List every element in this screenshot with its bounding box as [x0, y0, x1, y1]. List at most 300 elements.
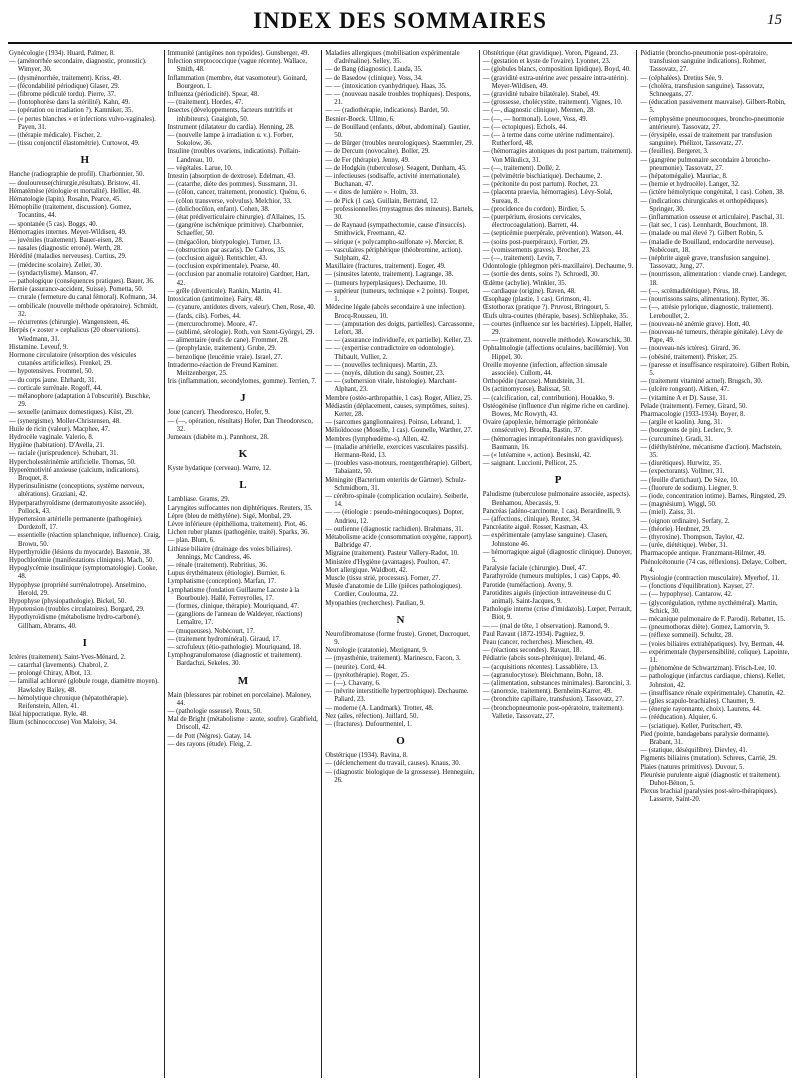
index-entry: Œstothorax (pratique ?). Pruvost, Bringourt, 5. — [482, 304, 610, 312]
index-entry: — pathologique (conséquences pratiques). Bauer, 36. — [9, 278, 155, 286]
index-entry: Métabolisme acide (consommation oxygène, rapport). Balbridge 47. — [325, 533, 473, 550]
index-entry: Pathologie interne (crise d'imidazols). Lœper, Perrault, Biot, 9. — [482, 606, 632, 622]
index-entry: — (affections, clinique). Reuter, 34. — [482, 515, 581, 523]
index-entry: Ostéogénèse (influence d'un régime riche en cardine). Bowes, Mc Rowyth, 43. — [482, 402, 630, 418]
index-entry: — (fonctions d'équilibration). Kayser, 27. — [640, 583, 755, 591]
index-entry: Ministère d'Hygiène (avantages). Poulton, 47. — [325, 558, 451, 566]
index-entry: Myopathies (recherches). Paulian, 9. — [325, 599, 425, 607]
index-entry: Physiologie (contraction musculaire). Myerhof, 11. — [640, 575, 780, 582]
index-entry: Pigments biliaires (mutation). Schreus, Carrié, 29. — [640, 755, 777, 763]
index-entry: — (sarcomes ganglionnaires). Poinso, Lebrand, 1. — [325, 419, 462, 427]
index-entry: Pharmacopée antique. Franzmann-Hilmer, 49. — [640, 550, 766, 558]
index-entry: Muscle (tissu strié, processus). Forner, 27. — [325, 575, 441, 582]
index-entry: Pancréatite aiguë. Rosser, Kasman, 43. — [482, 524, 589, 532]
index-entry: Pied (pointe, bandagebans paralysie dormante). Brabant, 31. — [640, 730, 770, 747]
index-entry: — (bourgeons de pin). Leclerc, 9. — [640, 427, 733, 435]
index-entry: — (calcification, cal, contribution). Houakko, 9. — [482, 394, 615, 402]
index-entry: — (oignon ordinaire). Serfaty, 2. — [640, 517, 730, 525]
index-entry: Herpès (« zoster » cephalicus (20 observations). Wiedmann, 31. — [9, 327, 140, 343]
index-entry: — — (expertise contradictoire en odontologie). Thibault, Vullier, 2. — [325, 345, 455, 361]
index-entry: Hématémèse (étiologie et mortalité). Hellier, 48. — [9, 187, 141, 195]
index-column — [479, 50, 637, 1078]
index-entry: — (tumeurs hyperplasiques). Dechaume, 10. — [325, 279, 447, 287]
index-entry: — (aménorrhée secondaire, diagnostic, pronostic). Wimyer, 30. — [9, 58, 147, 74]
index-entry: — mécanique pulmonaire de F. Parodi). Rebattet, 15. — [640, 616, 786, 624]
index-entry: — (« lutéamine », action). Besinski, 42. — [482, 451, 592, 459]
index-entry: Intestin (absorption de dextrose). Edelman, 43. — [167, 173, 296, 181]
index-entry: — (obésité, traitement). Prisker, 25. — [640, 353, 738, 361]
index-entry: — (septicémie puerpérale, prévention). Watson, 44. — [482, 230, 624, 238]
index-entry: — (côlon transverse, volvulus). Melchior, 33. — [167, 197, 292, 205]
index-entry: Insectes (développements, facteurs nutritifs et inhibiteurs). Gnaigioh, 50. — [167, 107, 293, 123]
index-entry: — (état prédiverticulaire chirurgie). d'Allaines, 15. — [167, 214, 306, 222]
index-entry: — (fibrome pédiculé tordu). Pierre, 37. — [9, 91, 116, 99]
index-entry: — (curcumine). Gradi, 31. — [640, 435, 713, 443]
index-entry: — (miel). Zaiss, 31. — [640, 509, 696, 517]
index-entry: — (fécondabilité périodique) Glaser, 29. — [9, 82, 120, 90]
index-entry: — (énergie rayonnante, choix). Laurens, 44. — [640, 706, 761, 714]
index-entry: Hypophyse (physiopathologie). Bickel, 50. — [9, 598, 127, 605]
index-column — [636, 50, 794, 1078]
index-entry: — (gravidité extra-utérine avec pessaire intra-utérin). Meyer-Wildisen, 49. — [482, 74, 629, 90]
index-entry: — (paresse et insuffisance respiratoire). Gilbert Robin, 5. — [640, 361, 790, 377]
section-letter: P — [554, 474, 562, 487]
index-entry: — (occlusion aiguë). Rentschler, 43. — [167, 255, 268, 263]
index-entry: Lupus érythémateux (étiologie). Burnier, 6. — [167, 570, 286, 578]
index-entry: — sexuelle (animaux domestiques). Küst, 29. — [9, 409, 134, 417]
index-entry: Hyperthyroïdie (lésions du myocarde). Bastenie, 38. — [9, 548, 152, 556]
section-letter: K — [238, 448, 248, 461]
index-entry: — (nouvelle lampe à irradiation u. v.). Forber, Sokolow, 36. — [167, 132, 294, 148]
index-entry: Mélioïdocose (Moselle, 1 cas). Gounelle, Warther, 27. — [325, 427, 473, 435]
index-entry: — récurrentes (chirurgie). Wangensteen, 46. — [9, 319, 130, 327]
index-entry: — juvéniles (traitement). Bauer-eisen, 28. — [9, 237, 124, 245]
index-entry: Hydrocèle vaginale. Valerio, 8. — [9, 433, 94, 441]
index-entry: — (neurite). Cord, 44. — [325, 663, 386, 671]
index-entry: Ictères (traitement). Saint-Yves-Ménard, 2. — [9, 653, 126, 661]
index-entry: — (vomissements graves). Brocher, 23. — [482, 246, 591, 254]
index-entry: — du corps jaune. Ehrhardt, 31. — [9, 376, 97, 384]
index-entry: — (soins post-puerpéraux). Fortier, 29. — [482, 238, 590, 246]
index-entry: Besnier-Boeck. Ullmo, 6. — [325, 115, 395, 123]
index-entry: — (gangrène ischémique primitive). Charbonnier, Schaeffer, 50. — [167, 222, 304, 238]
index-entry: Lithiase biliaire (drainage des voies biliaires). Jennings, Mc Candress, 46. — [167, 545, 293, 561]
index-entry: — (tissu conjonctif élastométrie). Curtowot, 49. — [9, 140, 140, 148]
index-entry: Lambliase. Grams, 29. — [167, 496, 230, 504]
index-entry: Hypochlorémie (manifestations cliniques). Mach, 50. — [9, 556, 155, 564]
index-entry: — (hémorragies intrapéritonéales non gravidiques). Baumann, 16. — [482, 435, 624, 451]
index-entry: — — (mal de tête, 1 observation). Ramond, 9. — [482, 622, 610, 630]
index-entry: — (gravidité tubaire bilatérale). Stabel, 49. — [482, 91, 600, 99]
index-entry: — de Fer (thérapie). Jenny, 49. — [325, 156, 410, 164]
index-entry: — (— ectopiques). Echols, 44. — [482, 123, 568, 131]
index-entry: — benzolique (leucémie vraie). Israel, 27. — [167, 353, 283, 361]
index-entry: — prolongé Chiray, Albot, 13. — [9, 670, 92, 678]
index-entry: — (acquisitions récentes). Lassablière, 13. — [482, 663, 599, 671]
index-entry: Peau (cancer, recherches). Mieschen, 49. — [482, 639, 594, 647]
index-entry: — (mégacôlon, biotypologie). Turner, 13. — [167, 238, 282, 246]
index-entry: Lèpre (bleu de méthylène). Sigé, Monbal, 29. — [167, 512, 292, 520]
index-entry: — (feuille d'artichaut). De Sèze, 10. — [640, 476, 739, 484]
index-entry: — familial achloruré (globule rouge, diamètre moyen). Hawksley Bailey, 48. — [9, 678, 159, 694]
index-entry: — (thérapie médicale). Fischer, 2. — [9, 132, 102, 140]
index-entry: Lèvre inférieure (épithélioma, traitement). Piot, 46. — [167, 520, 308, 528]
index-entry: Main (blessures par robinet en porcelaine). Maloney, 44. — [167, 691, 312, 707]
index-entry: — végétales. Larue, 10. — [167, 164, 233, 172]
index-entry: Hyperinsulinisme (conceptions, système nerveux, altérations). Graziani, 42. — [9, 483, 145, 499]
index-entry: — (synergisme). Moller-Christensen, 48. — [9, 417, 121, 425]
index-entry: Lymphatisme (fondation Guillaume Lacoste à la Bourboule). Hallé, Ferreyrolles, 17. — [167, 586, 300, 602]
index-entry: — (—, traitement). Dollé, 2. — [482, 164, 561, 172]
index-entry: — (voies biliaires extrahépatiques). Ivy, Berman, 44. — [640, 640, 785, 648]
index-entry: Médecine légale (abcès secondaire à une infection). Brocq-Rousseu, 10. — [325, 304, 466, 320]
index-entry: Hématologie (lapin). Rosahn, Pearce, 45. — [9, 196, 122, 204]
section-letter: O — [396, 735, 405, 748]
index-entry: — (névrite interstitielle hypertrophique). Dechaume. Paliard, 23. — [325, 688, 469, 704]
index-entry: — (« pertes blanches » et infections vulvo-vaginales). Payen, 31. — [9, 115, 156, 131]
index-column — [164, 50, 322, 1078]
index-entry: — (catarrhe, diète des pommes). Sussmann, 31. — [167, 181, 298, 189]
index-entry: Hypoglycémie insulinique (symptomatologie). Cooke, 48. — [9, 565, 158, 581]
index-entry: — (—, traitement). Levin, 7. — [482, 255, 562, 263]
index-entry: — (traitement). Hordes, 47. — [167, 99, 244, 107]
index-entry: — corticale surrénale. Rogoff, 44. — [9, 384, 102, 392]
index-entry: — (nouveau-né tumeurs, thérapie génitale). Lévy de Pape, 49. — [640, 328, 783, 345]
index-entry: — (lait sec, 1 cas). Lennhardt, Bouchmont, 18. — [640, 222, 768, 230]
index-entry: Pancréas (adéno-carcinome, 1 cas). Berardinelli, 9. — [482, 507, 622, 515]
index-entry: — (indications chirurgicales et orthopédiques). Springer, 30. — [640, 197, 769, 213]
index-entry: — — (intoxication cyanhydrique). Haas, 35. — [325, 82, 447, 90]
index-entry: — (syndactylisme). Manson, 47. — [9, 269, 99, 277]
index-entry: Iléal hippocratique. Ryle, 48. — [9, 711, 89, 719]
index-entry: Hernie (assurance-accident, Suisse). Pometta, 50. — [9, 286, 144, 294]
index-entry: Neurofibromatose (forme fruste). Grenet, Ducroquet, 9. — [325, 630, 470, 647]
index-entry: Oreille moyenne (infection, affection sinusale associée). Cullom, 44. — [482, 361, 608, 377]
index-entry: Mort allergique. Waldbott, 42. — [325, 566, 408, 574]
index-entry: — (sublimé, sérologie). Roth, von Szent-Györgyi, 29. — [167, 328, 315, 336]
index-entry: — (globules blancs, composition lipidique). Boyd, 40. — [482, 66, 631, 74]
index-entry: — (grossesse, cholécystite, traitement). Vignes, 10. — [482, 99, 623, 107]
index-entry: Lymphogranulomatose (diagnostic et traitement). Bardachzi, Sekeles, 30. — [167, 652, 302, 668]
index-entry: — (traitement vitaminé actuel). Brugsch, 30. — [640, 378, 763, 386]
index-entry: — — (submersion vitale, histologie). Marchant-Alphant, 23. — [325, 378, 457, 394]
index-entry: — catarrhal (lavements). Chabrol, 2. — [9, 662, 109, 670]
index-entry: — (nouveau-né anémie grave). Hott, 40. — [640, 320, 751, 328]
page-header — [6, 2, 794, 42]
index-entry: Parotide (tuméfaction). Aveny, 9. — [482, 581, 573, 589]
index-entry: Intradermo-réaction de Freund Kaminer. Meitzenberger, 25. — [167, 361, 278, 377]
index-entry: Joue (cancer). Theodoresco, Hofer, 9. — [167, 409, 270, 417]
index-entry: — (pneumothorax diète). Gomez, Lamorvin, 9. — [640, 624, 770, 632]
index-entry: Hygiène (habitation). D'Avella, 21. — [9, 442, 105, 450]
index-entry: — (vitamine A et D). Sause, 31. — [640, 394, 728, 402]
index-entry: — (mercurochrome). Moore, 47. — [167, 320, 258, 328]
index-entry: Œsophage (plastie, 1 cas). Grimson, 41. — [482, 296, 592, 304]
index-entry: — infectieuses (sodisaffe, activité internationale). Buchanan, 47. — [325, 173, 461, 189]
index-entry: — (sortie des dents, soins ?). Schroedl, 30. — [482, 271, 600, 279]
index-entry: Œufs ultra-courtes (thérapie, bases). Schliephake, 35. — [482, 312, 628, 320]
index-entry: — expérimentale (hypersensibilité, colique). Lapointe, 11. — [640, 648, 790, 665]
index-entry: — (réactions secondes). Ravaut, 18. — [482, 647, 582, 655]
index-entry: — (hépatomégalie). Mauriac, 8. — [640, 173, 728, 181]
index-entry: — courtes (influence sur les bactéries). Lippelt, Haller, 29. — [482, 320, 633, 336]
index-entry: — plan. Blum, 6. — [167, 537, 215, 545]
index-entry: — (argile et kaolin). Jung, 31. — [640, 419, 723, 427]
section-letter: H — [80, 154, 90, 167]
index-entry: — de Bang (diagnostic). Lauda, 35. — [325, 66, 423, 74]
index-entry: Intoxication (antimoine). Fairy, 48. — [167, 296, 264, 304]
index-entry: — (feuilles). Bergeret, 3. — [640, 148, 709, 156]
page-number: 15 — [767, 12, 782, 28]
index-entry: — (statique, déséquilibre). Dievley, 41. — [640, 747, 748, 755]
index-entry: Paralysie faciale (chirurgie). Duel, 47. — [482, 565, 587, 573]
index-entry: — (traitement hydrominéral). Giraud, 17. — [167, 635, 281, 643]
index-entry: — raciale (jurisprudence). Schubart, 31. — [9, 450, 119, 458]
index-entry: — — (radiothérapie, indications). Bardet, 50. — [325, 107, 450, 115]
index-entry: — cérébro-spinale (complication oculaire). Seiberle, 14. — [325, 492, 469, 509]
page-title: INDEX DES SOMMAIRES — [253, 8, 547, 33]
index-entry: — vasculaires périphérique (théobromine, action). Sulpham, 42. — [325, 246, 463, 263]
index-entry: — (sciatique). Keller, Puritschert, 49. — [640, 722, 743, 730]
index-column — [6, 50, 164, 1078]
index-entry: — essentielle (réaction splanchnique, influence). Craig, Brown, 50. — [9, 532, 161, 548]
index-entry: — (—, diagnostic clinique). Mennen, 28. — [482, 107, 596, 115]
index-entry: — supérieur (tumeurs, technique « 2 points). Toupet, 1. — [325, 287, 470, 304]
index-entry: — de Pick (1 cas). Guillain, Bertrand, 12. — [325, 197, 439, 205]
index-entry: — — (étiologie : pseudo-méningocoques). Dopter, Andrieu, 12. — [325, 509, 464, 525]
index-entry: — (— hypophyse). Cantarow, 42. — [640, 591, 733, 599]
index-entry: — (côlon, cancer, traitement, pronostic). Quénu, 6. — [167, 189, 307, 197]
index-entry: — (lontophorèse dans la stérilité). Kahn, 49. — [9, 99, 130, 107]
index-entry: — (obstruction par ascaris). De Calvos, 35. — [167, 246, 286, 254]
index-entry: Maxillaire (fractures, traitement). Eoger, 49. — [325, 263, 446, 271]
index-entry: Odontologie (phlegmon péri-maxillaire). Dechaume, 9. — [482, 263, 634, 271]
index-entry: Œdème (achylie). Winkler, 35. — [482, 279, 567, 287]
index-entry: — (—, opération, résultats) Hofer, Dan Theodoresco, 32. — [167, 417, 313, 433]
index-entry: — « dites de lumière ». Holm, 33. — [325, 189, 419, 197]
index-entry: — (péritonite du post partum). Rochet, 23. — [482, 181, 599, 189]
index-entry: — — (amputation des doigts, partielles). Carcassonne, Lefort, 38. — [325, 320, 475, 336]
index-entry: — (bronchite capillaire, transfusion). Tassovatz, 27. — [482, 696, 624, 704]
index-entry: Inflammation (membre, état vasomoteur). Goinard, Bourgeon, 1. — [167, 74, 308, 90]
index-entry: — (placenta praevia, hémorragies). Lévy-Solal, Sureau, 8. — [482, 189, 613, 205]
index-entry: — (prophylaxie, traitement). Grube, 29. — [167, 345, 277, 353]
index-entry: — (insuffisance rénale expérimentale). Chanutin, 42. — [640, 689, 785, 697]
index-entry: Orthopédie (narcose). Mundstein, 31. — [482, 378, 585, 386]
index-entry: — (iode, concentration intime). Barnes, Ringsted, 29. — [640, 492, 787, 500]
index-entry: Membres (lymphœdème-s). Allen, 42. — [325, 435, 430, 443]
section-letter: M — [237, 674, 249, 687]
index-entry: Pédiatrie (abcès sous-phrénique). Ireland, 46. — [482, 655, 607, 663]
index-entry: Lichen ruber planus (pathogénie, traité). Sparks, 36. — [167, 529, 310, 537]
index-entry: Hanche (radiographie de profil). Charbonnier, 50. — [9, 171, 145, 179]
index-entry: — pathologique (infarctus cardiaque, chiens). Kellet, Johnston, 42. — [640, 673, 785, 689]
index-entry: Mal de Bright (métabolisme : azote, soufre). Grabfield, Driscoll, 42. — [167, 716, 318, 732]
index-entry: — (théorie). Heubner, 29. — [640, 525, 711, 533]
index-entry: — de Bürger (troubles neurologiques). Staemmler, 29. — [325, 140, 474, 148]
index-entry: Hyperparathyroïdisme (dermatomyosite associée). Pollock, 43. — [9, 499, 147, 515]
index-entry: Jumeaux (diabète m.). Pannhorst, 28. — [167, 433, 269, 441]
index-entry: — (maladie de Bouillaud, endocardite nerveuse). Nobécourt, 18. — [640, 238, 775, 254]
index-entry: Phénolcétonurie (74 cas, réflexions). Delaye, Colbert, 4. — [640, 558, 787, 574]
index-entry: — alimentaire (œufs de cane). Frommer, 28. — [167, 337, 289, 345]
index-entry: Parathyroïde (tumeurs multiples, 1 cas) Capps, 40. — [482, 573, 621, 581]
index-entry: — (troubles vaso-moteurs, roentgenthérapie). Gilbert, Tabaiantz, 50. — [325, 460, 472, 476]
index-entry: — ourlienne (diagnostic rachidien). Brahmans, 31. — [325, 525, 464, 533]
index-entry: — (formes, clinique, thérapie). Mouriquand, 47. — [167, 602, 299, 610]
index-entry: Obstétrique (1934). Ravina, 8. — [325, 752, 408, 760]
index-entry: Neurologie (catatonie). Mezignant, 9. — [325, 647, 428, 655]
index-entry: — (agranulocytose). Bleichmann, Bohn, 18. — [482, 671, 604, 679]
index-entry: — (diurétiques). Hurwitz, 35. — [640, 460, 722, 468]
index-entry: — expérimentale (amylase sanguine). Clasen, Johnstone 46. — [482, 532, 608, 548]
index-columns — [6, 50, 794, 1078]
index-entry: — (ganglions de l'anneau de Waldeyer, réactions) Lemaître, 17. — [167, 611, 303, 627]
index-entry: — (emphysème pneumocoques, broncho-pneumonie antérieure). Tassovatz, 27. — [640, 115, 785, 131]
index-entry: — grêle (diverticule). Rankin, Martin, 41. — [167, 287, 282, 295]
index-entry: Musée d'anatomie de Lille (pièces pathologiques). Cordier, Coulouma, 22. — [325, 583, 462, 599]
index-entry: — (— à terme dans corne utérine rudimentaire). Rutherford, 48. — [482, 132, 615, 148]
index-entry: Hérédité (maladies nerveuses). Curtius, 29. — [9, 253, 127, 261]
index-entry: Insuline (troubles ovariens, indications). Pollain-Landreau, 10. — [167, 148, 301, 164]
section-letter: L — [239, 479, 247, 492]
index-entry: — (pelvimétrie bischiatique). Dechaume, 2. — [482, 173, 603, 181]
index-entry: — (hernie et hydrocèle). Langer, 32. — [640, 181, 740, 189]
index-entry: Hypothyroïdisme (métabolisme hydro-carboné). Gillham, Abrams, 40. — [9, 614, 141, 630]
index-entry: — de Dercum (novocaïne). Boller, 29. — [325, 148, 430, 156]
index-entry: Hémorragies internes. Meyer-Wildisen, 49. — [9, 228, 127, 236]
index-entry: Iris (inflammation, secondylomes, gomme). Terrien, 7. — [167, 378, 317, 386]
index-entry: — (rééducation). Alquier, 6. — [640, 714, 718, 722]
index-entry: Influenza (périodicité). Spear, 48. — [167, 91, 260, 99]
index-entry: — (—, scrémadiététique). Pérus, 18. — [640, 287, 741, 295]
index-entry: — (glycorégulation, rythme nycthéméral). Martin, Schick, 30. — [640, 599, 778, 615]
index-entry: — spontanée (5 cas). Boggs, 40. — [9, 220, 98, 228]
index-entry: — de Raynaud (sympathectomie, cause d'insuccès). Smithwick, Freemann, 42. — [325, 222, 467, 238]
index-entry: — sérique (« polycampho-sulfonate »). Mercier, 8. — [325, 238, 464, 246]
index-entry: — ombilicale (nouvelle méthode opératoire). Schmidt, 32. — [9, 302, 158, 318]
index-entry: Pédiatrie (broncho-pneumonie post-opératoire, transfusion sanguine indications). Rohmer, Tassovatz, 27. — [640, 50, 768, 74]
index-entry: — (fluorure de sodium). Liegner, 9. — [640, 484, 738, 492]
index-entry: — (sinusites latente, traitement). Lagrange, 38. — [325, 271, 454, 279]
index-entry: Médiastin (déplacement, causes, symptômes, suites). Kerter, 28. — [325, 402, 470, 418]
index-entry: Migraine (traitement). Pasteur Vallery-Radot, 10. — [325, 550, 459, 558]
index-entry: — (néphrite aiguë grave, transfusion sanguine). Tassovatz, Jung, 27. — [640, 255, 771, 271]
index-entry: — (opération ou irradiation ?). Kamniker, 35. — [9, 107, 134, 115]
index-entry: — (pathologie osseuse). Roux, 50. — [167, 708, 262, 716]
index-entry: — — (nouveau nasale troubles trophiques). Despons, 21. — [325, 91, 471, 107]
index-entry: — scrofuleux (étio-pathologie). Mouriquand, 18. — [167, 644, 302, 651]
section-letter: J — [240, 392, 246, 405]
index-entry: Infection streptococcique (vague récente). Wallace, Smith, 48. — [167, 58, 307, 74]
index-entry: Obstétrique (état gravidique). Voron, Pigeaud, 23. — [482, 50, 619, 57]
index-entry: — (maladie artérielle, exercices vasculaires passifs). Hermann-Reid, 13. — [325, 443, 469, 459]
index-entry: — (myasthénie, traitement). Marinesco, Facon, 3. — [325, 655, 461, 663]
index-entry: — cardiaque (origine). Raven, 48. — [482, 287, 576, 295]
index-entry: — (dolichocôlon, enfant). Cohen, 38. — [167, 205, 270, 213]
index-entry: Méningite (Bacterium enteritis de Gärtner). Schulz-Schmidborn, 31. — [325, 476, 466, 492]
index-entry: — (nourrisson, alimentation : viande crue). Landeger, 18. — [640, 271, 787, 287]
index-entry: — hémolytique chronique (hépatothérapie). Reifenstein, Allen, 41. — [9, 694, 129, 711]
index-entry: Nez (ailes, réfection). Juillard, 50. — [325, 712, 419, 720]
index-entry: — mélanophore (adaptation à l'obscurité). Buschke, 29. — [9, 392, 151, 409]
index-entry: — (déclenchement du travail, causes). Knaus, 30. — [325, 760, 461, 768]
index-entry: Hypercholestérinémie artificielle. Thomas, 50. — [9, 458, 136, 466]
index-entry: Lymphatisme (conception). Marfan, 17. — [167, 578, 276, 586]
index-entry: — (cyanure, antidotes divers, valeur). Chen, Rose, 40. — [167, 304, 316, 312]
index-entry: — (occlusion expérimentale). Pearse, 40. — [167, 263, 280, 271]
index-entry: — hypotensives. Frommel, 50. — [9, 368, 94, 376]
index-entry: Huile de ricin (valeur). Macphee, 47. — [9, 425, 110, 433]
index-entry: Histamine. Leveuf, 9. — [9, 343, 69, 351]
index-entry: — (puerpérium, érosions cervicales, électrocoagulation). Barrett, 44. — [482, 214, 582, 230]
index-entry: Hormone circulatoire (résorption des vésicules cutanées artificielles). Frenkel, 29. — [9, 351, 137, 368]
index-entry: Paul Ravaut (1872-1934). Pagniez, 9. — [482, 630, 585, 638]
index-entry: — crurale (fermeture du canal fémoral). Kofmann, 34. — [9, 294, 158, 302]
index-entry: — (thyroxine). Thompson, Taylor, 42. — [640, 533, 745, 541]
index-entry: Instrument (dilatateur du cardia). Henning, 28. — [167, 123, 295, 131]
index-column — [321, 50, 479, 1078]
index-entry: — (—). Chavany, 6. — [325, 680, 381, 688]
index-entry: — (nouveau-nés ictères). Girard, 36. — [640, 345, 741, 353]
index-entry: — (—, atrésie pylorique, diagnostic, traitement). Lereboullet, 2. — [640, 304, 774, 320]
index-entry: Hyperémotivité anxieuse (calcium, indications). Broquet, 8. — [9, 466, 140, 482]
index-entry: — (diagnostic biologique de la grossesse). Henneguin, 26. — [325, 768, 474, 784]
index-entry: Hémophilie (traitement, discussion). Gomez, Tocantins, 44. — [9, 204, 132, 220]
index-entry: — (magnésium). Wiggl, 50. — [640, 501, 717, 509]
index-entry: — rénale (traitement). Rubritius, 36. — [167, 561, 268, 569]
index-entry: Maladies allergiques (mobilisation expérimentale d'adrénaline). Selley, 35. — [325, 50, 460, 66]
index-entry: — (fractures). Dufourmentel, 1. — [325, 721, 413, 729]
index-entry: — (urée, diététique). Weber, 31. — [640, 542, 728, 550]
index-entry: Hypophyse (propriété surrénalotrope). Anselmino, Herold, 29. — [9, 581, 147, 597]
index-entry: Pelade (traitement). Ferney, Girard, 50. — [640, 402, 748, 410]
index-entry: — (procidence du cordon). Birdier, 5. — [482, 205, 586, 213]
index-entry: — des rayons (étude). Fleig, 2. — [167, 740, 252, 748]
index-entry: — (pyrétothérapie). Roger, 25. — [325, 671, 410, 679]
index-entry: — de Hodgkin (tuberculose). Seagent, Dunham, 45. — [325, 164, 467, 172]
index-entry: — — (noyés, dilution du sang). Soutter, 23. — [325, 369, 445, 377]
index-entry: — — (traitement, nouvelle méthode). Kowarschik, 30. — [482, 337, 632, 345]
index-entry: — (—, — hormonal). Lowe, Voss, 49. — [482, 115, 588, 123]
index-entry: — (inflammation osseuse et articulaire). Paschal, 31. — [640, 214, 785, 222]
index-entry: Gynécologie (1934). Huard, Palmer, 8. — [9, 50, 115, 57]
index-entry: — professionnelles (mystagmus des mineurs). Bartels, 30. — [325, 205, 474, 222]
index-entry: Os (actinomycose). Balissat, 50. — [482, 386, 571, 394]
index-entry: — (phénomène de Schwartzman). Frisch-Lee, 10. — [640, 665, 777, 673]
index-entry: Membre (ostéo-arthropathie, 1 cas). Roger, Alliez, 25. — [325, 394, 473, 402]
index-entry: Paludisme (tuberculose pulmonaire associée, aspects). Benhamou, Abecassis, 9. — [482, 491, 631, 507]
index-entry: Kyste hydatique (cerveau). Warre, 12. — [167, 465, 271, 473]
index-entry: — (céphalées). Dretius Sée, 9. — [640, 74, 724, 82]
index-entry: — (ictère hémolytique congénital, 1 cas). Cohen, 38. — [640, 189, 785, 197]
index-entry: — douloureuse(chirurgie,résultats). Bristow, 41. — [9, 179, 141, 187]
index-entry: — moderne (A. Landmark). Trotter, 48. — [325, 704, 434, 712]
index-entry: — de Pott (Négres). Gatay, 14. — [167, 732, 252, 740]
section-letter: N — [396, 613, 405, 626]
index-entry: Immunité (antigènes non typoïdes). Gunsberger, 49. — [167, 50, 310, 57]
index-entry: — (glies scapulo-brachiales). Chaumet, 9. — [640, 698, 755, 706]
index-entry: — (expectorants). Vollmer, 31. — [640, 468, 725, 476]
index-entry: — (choléra, transfusion sanguine). Tassovatz, Schneegans, 27. — [640, 82, 765, 99]
index-entry: — (érysipèle, essai de traitement par transfusion sanguine). Phélizot, Tassovatz, 27. — [640, 132, 772, 148]
index-entry: — (hémorragies atoniques du post partum, traitement). Von Mikulicz, 31. — [482, 148, 633, 164]
index-entry: — (malade ou mal élevé ?). Gilbert Robin, 5. — [640, 230, 764, 238]
index-entry: Plexus brachial (paralysies post-séro-thérapiques). Lasserre, Saint-20. — [640, 788, 778, 804]
index-entry: — (éducation passivement mauvaise). Gilbert-Robin, 5. — [640, 99, 786, 115]
index-entry: — (gangrène pulmonaire secondaire à broncho-pneumonie). Tassovatz, 27. — [640, 156, 771, 172]
index-entry: — (dysménorrhée, traitement). Kriss, 49. — [9, 74, 122, 82]
